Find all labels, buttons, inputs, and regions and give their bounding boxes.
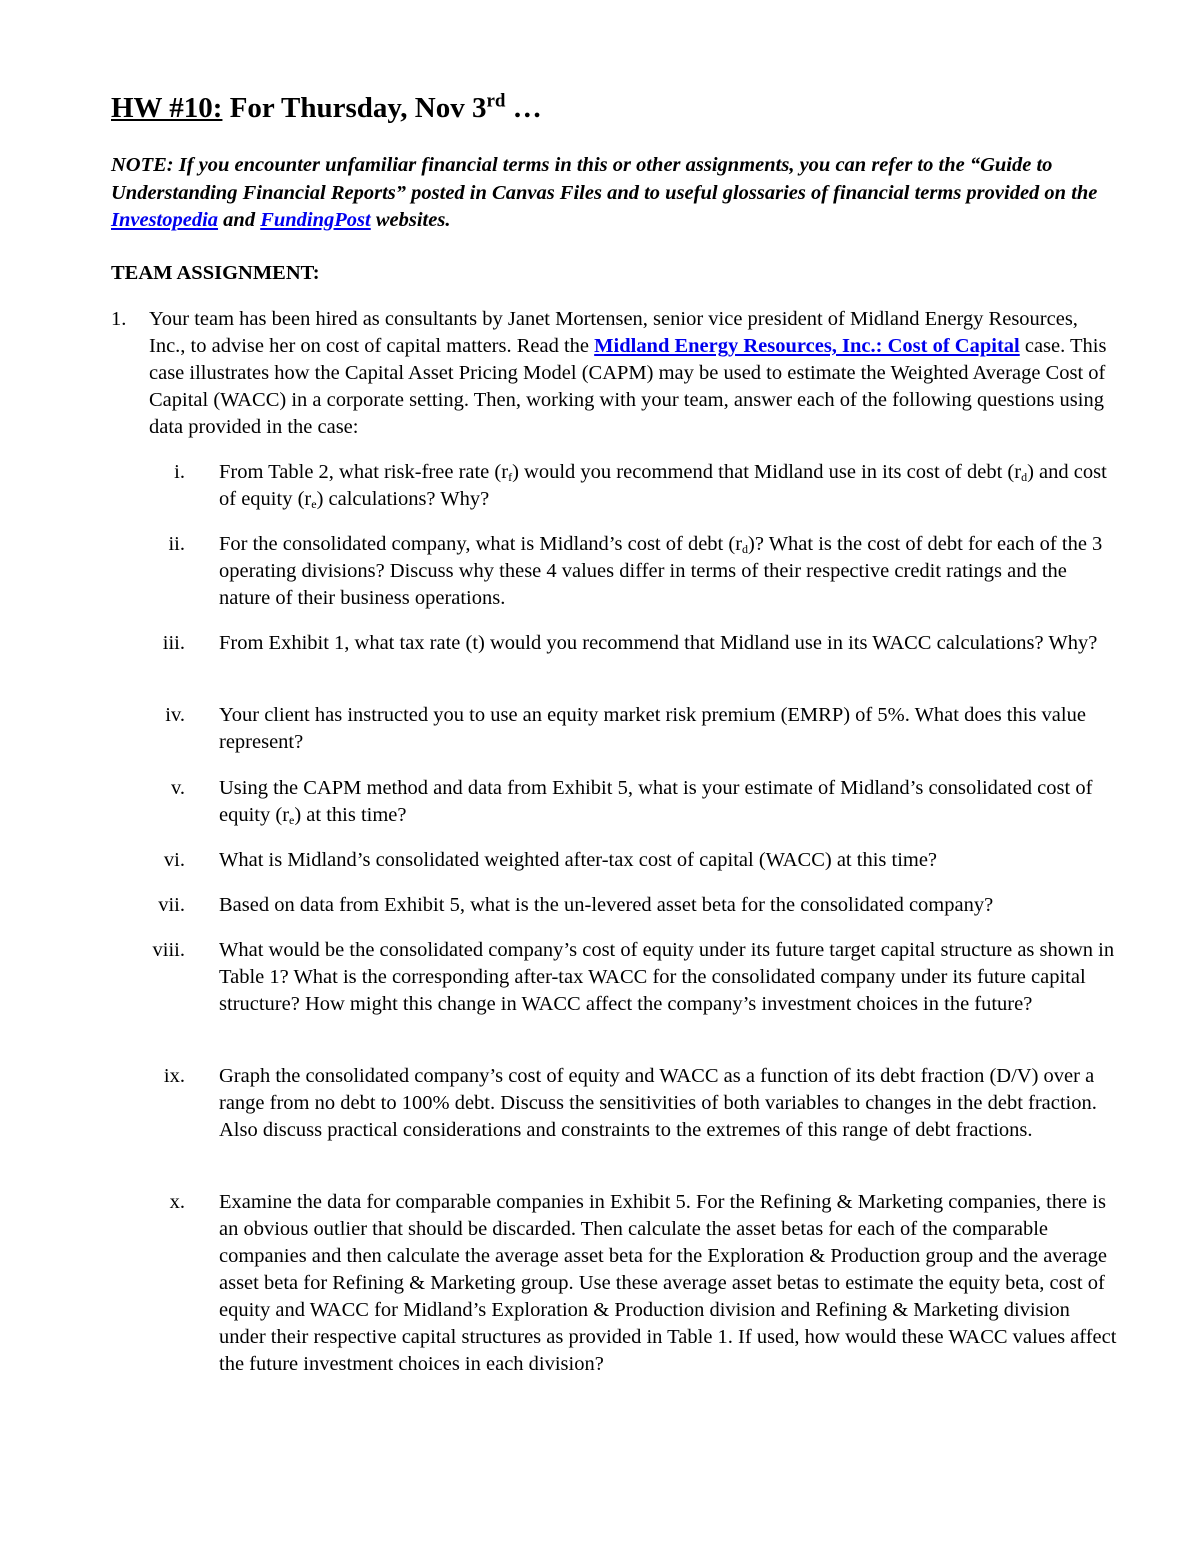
investopedia-link[interactable]: Investopedia	[111, 209, 219, 231]
subquestion-text: What would be the consolidated company’s cost of equity under its future target capital structure as shown in Table 1? What is the corresponding after-tax WACC for the consolidated company under its future capital structure? How might this change in WACC affect the company’s investment choices in the future?	[219, 939, 1115, 1015]
subquestion-label: x.	[169, 1191, 185, 1213]
subquestion-label: iii.	[162, 632, 185, 654]
note-text: NOTE: If you encounter unfamiliar financial terms in this or other assignments, you can refer to the “Guide to Understanding Financial Reports” posted in Canvas Files and to useful glossaries of financial terms provided on the	[111, 154, 1098, 204]
subquestion-label: v.	[170, 777, 185, 799]
title-due-date: For Thursday, Nov 3	[229, 92, 487, 124]
page-title	[111, 90, 542, 126]
subquestion-v	[111, 775, 1121, 829]
subquestion-label: viii.	[152, 939, 185, 961]
subquestion-text	[219, 459, 1121, 513]
text-segment: Using the CAPM method and data from Exhibit 5, what is your estimate of Midland’s consolidated cost of equity (r	[219, 777, 1093, 826]
subscript: f	[508, 470, 513, 484]
subscript: d	[742, 542, 749, 556]
subscript: d	[1021, 470, 1028, 484]
subquestion-text: Examine the data for comparable companies in Exhibit 5. For the Refining & Marketing companies, there is an obvious outlier that should be discarded. Then calculate the asset betas for each of the comparable companies and then calculate the average asset beta for the Exploration & Production group and the average asset beta for Refining & Marketing group. Use these average asset betas to estimate the equity beta, cost of equity and WACC for Midland’s Exploration & Production division and Refining & Marketing division under their respective capital structures as provided in Table 1. If used, how would these WACC values affect the future investment choices in each division?	[219, 1191, 1117, 1375]
hw-number: HW #10:	[111, 92, 223, 124]
subquestion-iii	[111, 630, 1121, 657]
subquestion-text: Your client has instructed you to use an equity market risk premium (EMRP) of 5%. What does this value represent?	[219, 704, 1086, 753]
text-segment: )? What is the cost of debt for each of the 3 operating divisions? Discuss why these 4 values differ in terms of their respective credit ratings and the nature of their business operations.	[219, 533, 1103, 609]
subquestion-text: From Exhibit 1, what tax rate (t) would you recommend that Midland use in its WACC calculations? Why?	[219, 632, 1098, 654]
text-segment: ) would you recommend that Midland use in its cost of debt (r	[512, 461, 1022, 483]
subquestion-label: vii.	[158, 894, 185, 916]
fundingpost-link[interactable]: FundingPost	[260, 209, 371, 231]
subquestion-label: ii.	[168, 533, 185, 555]
team-assignment-heading: TEAM ASSIGNMENT:	[111, 262, 320, 284]
note-paragraph	[111, 152, 1101, 235]
subquestion-vii	[111, 892, 1121, 919]
question-1-text	[149, 306, 1111, 441]
title-superscript: rd	[486, 90, 506, 112]
question-text: Your team has been hired as consultants by Janet Mortensen, senior vice president of Midland Energy Resources, Inc., to advise her on cost of capital matters. Read the	[149, 308, 1078, 357]
subquestion-i	[111, 459, 1121, 513]
subscript: e	[311, 497, 317, 511]
subquestion-vi	[111, 847, 1121, 874]
text-segment: From Table 2, what risk-free rate (r	[219, 461, 509, 483]
subscript: e	[289, 813, 295, 827]
subquestion-text	[219, 775, 1121, 829]
subquestion-ii	[111, 531, 1121, 612]
question-text: case. This case illustrates how the Capital Asset Pricing Model (CAPM) may be used to estimate the Weighted Average Cost of Capital (WACC) in a corporate setting. Then, working with your team, answer each of the following questions using data provided in the case:	[149, 335, 1107, 438]
text-segment: ) calculations? Why?	[316, 488, 490, 510]
subquestion-ix	[111, 1063, 1121, 1144]
subquestion-label: i.	[174, 461, 185, 483]
subquestion-label: ix.	[163, 1065, 185, 1087]
note-text: websites.	[370, 209, 451, 231]
subquestion-x	[111, 1189, 1121, 1378]
case-link[interactable]: Midland Energy Resources, Inc.: Cost of Capital	[594, 335, 1020, 357]
subquestion-viii	[111, 937, 1121, 1018]
subquestion-text: Graph the consolidated company’s cost of equity and WACC as a function of its debt fraction (D/V) over a range from no debt to 100% debt. Discuss the sensitivities of both variables to changes in the debt fraction. Also discuss practical considerations and constraints to the extremes of this range of debt fractions.	[219, 1065, 1097, 1141]
title-ellipsis: …	[512, 92, 542, 124]
subquestion-text	[219, 531, 1121, 612]
text-segment: ) at this time?	[294, 804, 407, 826]
text-segment: ) and cost of equity (r	[219, 461, 1107, 510]
subquestion-label: vi.	[163, 849, 185, 871]
subquestion-text: Based on data from Exhibit 5, what is the un-levered asset beta for the consolidated company?	[219, 894, 994, 916]
subquestion-iv	[111, 702, 1121, 756]
subquestion-label: iv.	[165, 704, 185, 726]
question-number: 1.	[111, 308, 127, 330]
subquestion-text: What is Midland’s consolidated weighted after-tax cost of capital (WACC) at this time?	[219, 849, 938, 871]
text-segment: For the consolidated company, what is Midland’s cost of debt (r	[219, 533, 743, 555]
question-1	[111, 306, 1111, 441]
note-text: and	[218, 209, 261, 231]
